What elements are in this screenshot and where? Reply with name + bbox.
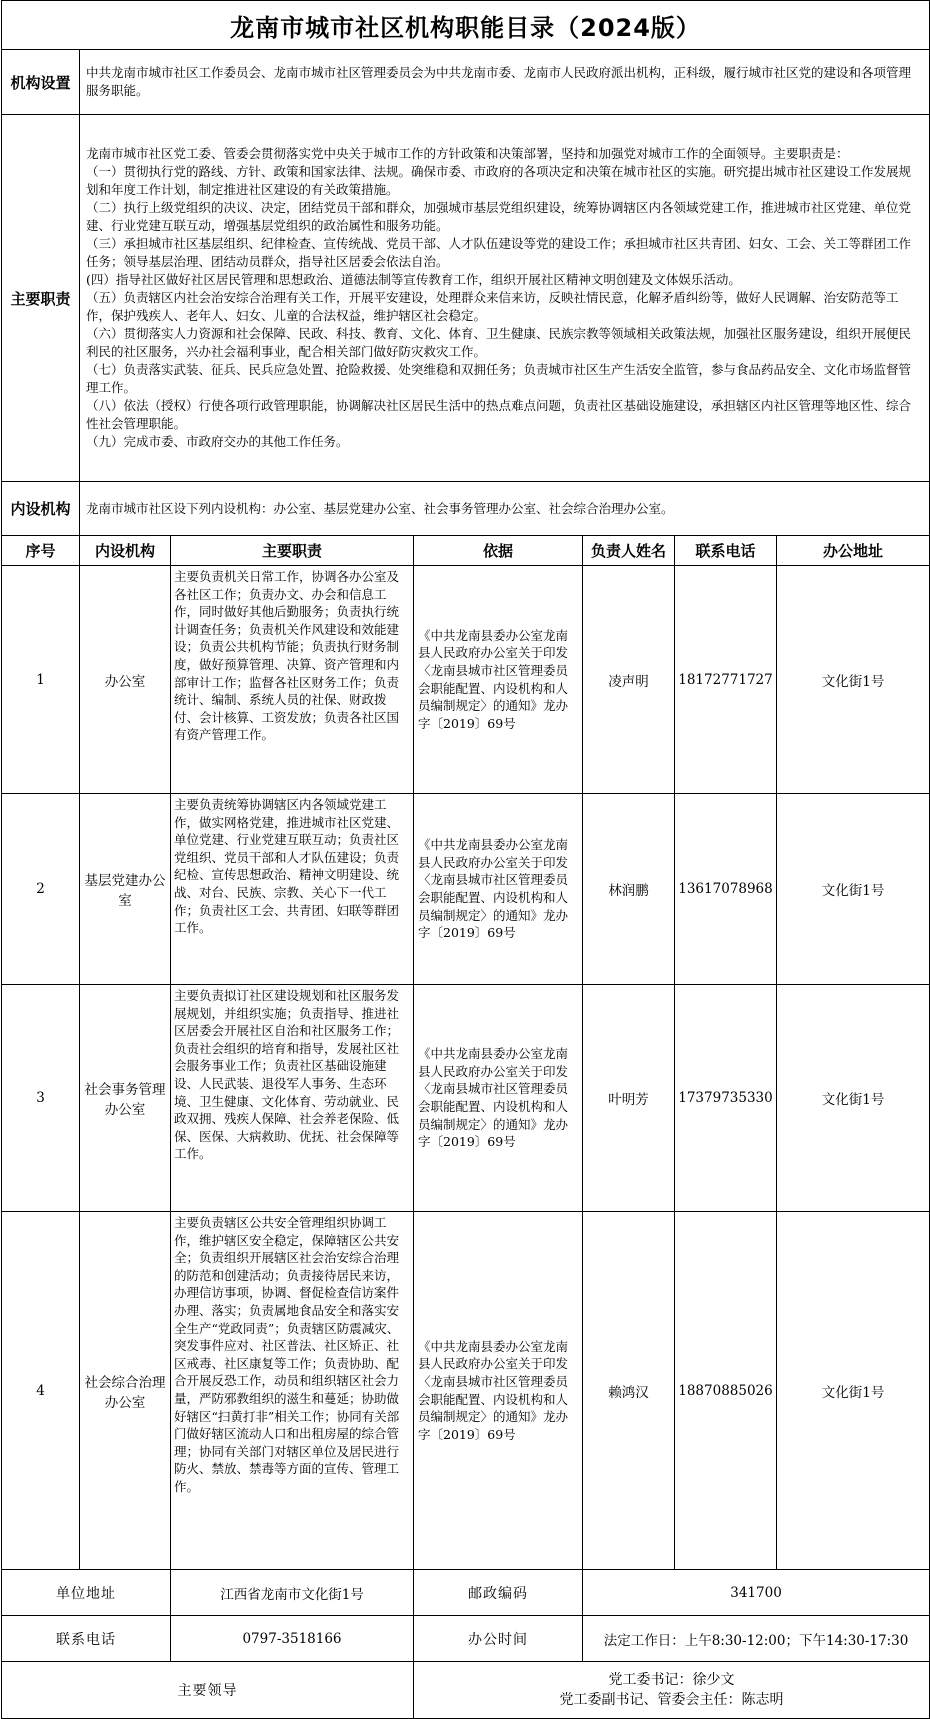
col-header-address: 办公地址 — [777, 536, 930, 566]
duty-item: （一）贯彻执行党的路线、方针、政策和国家法律、法规。确保市委、市政府的各项决定和决策在城市社区的实施。研究提出城市社区建设工作发展规划和年度工作计划，制定推进社区建设的有关政策措施。 — [86, 164, 912, 197]
row-phone: 13617078968 — [675, 794, 777, 985]
row-person: 凌声明 — [583, 566, 675, 794]
title-row — [2, 1, 930, 50]
internal-setup-row — [2, 482, 930, 536]
duty-item: （七）负责落实武装、征兵、民兵应急处置、抢险救援、处突维稳和双拥任务；负责城市社区生产生活安全监管，参与食品药品安全、文化市场监督管理工作。 — [86, 362, 912, 395]
row-phone: 18172771727 — [675, 566, 777, 794]
internal-setup-label: 内设机构 — [2, 482, 80, 536]
row-dept: 办公室 — [80, 566, 171, 794]
org-setup-label: 机构设置 — [2, 50, 80, 115]
row-person: 林润鹏 — [583, 794, 675, 985]
leader-secretary: 党工委书记：徐少文 — [608, 1672, 735, 1688]
row-no: 3 — [2, 985, 80, 1212]
duty-item: （八）依法（授权）行使各项行政管理职能，协调解决社区居民生活中的热点难点问题，负责社区基础设施建设，承担辖区内社区管理等地区性、综合性社会管理职能。 — [86, 398, 912, 431]
office-hours-value: 法定工作日：上午8:30-12:00；下午14:30-17:30 — [583, 1616, 930, 1662]
row-duties: 主要负责统筹协调辖区内各领域党建工作，做实网格党建，推进城市社区党建、单位党建、行业党建互联互动；负责社区党组织、党员干部和人才队伍建设；负责纪检、宣传思想政治、精神文明建设、统战、对台、民族、宗教、关心下一代工作；负责社区工会、共青团、妇联等群团工作。 — [171, 794, 414, 985]
row-address: 文化街1号 — [777, 985, 930, 1212]
duty-item: （九）完成市委、市政府交办的其他工作任务。 — [86, 434, 349, 449]
main-duties-intro: 龙南市城市社区党工委、管委会贯彻落实党中央关于城市工作的方针政策和决策部署，坚持和加强党对城市工作的全面领导。主要职责是： — [86, 146, 849, 161]
row-person: 赖鸿汉 — [583, 1212, 675, 1570]
row-phone: 17379735330 — [675, 985, 777, 1212]
footer-leaders-row — [2, 1662, 930, 1719]
row-basis: 《中共龙南县委办公室龙南县人民政府办公室关于印发〈龙南县城市社区管理委员会职能配置、内设机构和人员编制规定〉的通知》龙办字〔2019〕69号 — [414, 566, 583, 794]
row-duties: 主要负责机关日常工作，协调各办公室及各社区工作；负责办文、办会和信息工作，同时做好其他后勤服务；负责执行统计调查任务；负责机关作风建设和效能建设；负责公共机构节能；负责执行财务制度，做好预算管理、决算、资产管理和内部审计工作；监督各社区财务工作；负责统计、编制、系统人员的社保、财政拨付、会计核算、工资发放；负责各社区国有资产管理工作。 — [171, 566, 414, 794]
page-title: 龙南市城市社区机构职能目录（2024版） — [2, 1, 930, 50]
footer-phone-row — [2, 1616, 930, 1662]
table-header-row — [2, 536, 930, 566]
row-address: 文化街1号 — [777, 1212, 930, 1570]
directory-table — [1, 0, 930, 1719]
duty-item: （五）负责辖区内社会治安综合治理有关工作，开展平安建设，处理群众来信来访，反映社情民意，化解矛盾纠纷等，做好人民调解、治安防范等工作，保护残疾人、老年人、妇女、儿童的合法权益，维护辖区社会稳定。 — [86, 290, 899, 323]
contact-phone-value: 0797-3518166 — [171, 1616, 414, 1662]
col-header-phone: 联系电话 — [675, 536, 777, 566]
postcode-label: 邮政编码 — [414, 1570, 583, 1616]
row-dept: 社会事务管理办公室 — [80, 985, 171, 1212]
row-dept: 社会综合治理办公室 — [80, 1212, 171, 1570]
office-hours-label: 办公时间 — [414, 1616, 583, 1662]
row-duties: 主要负责拟订社区建设规划和社区服务发展规划，并组织实施；负责指导、推进社区居委会开展社区自治和社区服务工作；负责社会组织的培育和指导，发展社区社会服务事业工作；负责社区基础设施建设、人民武装、退役军人事务、生态环境、卫生健康、文化体育、劳动就业、民政双拥、残疾人保障、社会养老保险、低保、医保、大病救助、优抚、社会保障等工作。 — [171, 985, 414, 1212]
col-header-dept: 内设机构 — [80, 536, 171, 566]
internal-setup-text: 龙南市城市社区设下列内设机构：办公室、基层党建办公室、社会事务管理办公室、社会综合治理办公室。 — [80, 482, 930, 536]
table-row — [2, 985, 930, 1212]
row-duties: 主要负责辖区公共安全管理组织协调工作，维护辖区安全稳定，保障辖区公共安全；负责组织开展辖区社会治安综合治理的防范和创建活动；负责接待居民来访，办理信访事项，协调、督促检查信访案件办理、落实；负责属地食品安全和落实安全生产“党政同责”；负责辖区防震减灾、突发事件应对、社区普法、社区矫正、社区戒毒、社区康复等工作；负责协助、配合开展反恐工作，动员和组织辖区社会力量，严防邪教组织的滋生和蔓延；协助做好辖区“扫黄打非”相关工作；协同有关部门做好辖区流动人口和出租房屋的综合管理；协同有关部门对辖区单位及居民进行防火、禁放、禁毒等方面的宣传、管理工作。 — [171, 1212, 414, 1570]
col-header-duties: 主要职责 — [171, 536, 414, 566]
row-person: 叶明芳 — [583, 985, 675, 1212]
leader-director: 党工委副书记、管委会主任：陈志明 — [559, 1692, 784, 1708]
postcode-value: 341700 — [583, 1570, 930, 1616]
org-setup-text: 中共龙南市城市社区工作委员会、龙南市城市社区管理委员会为中共龙南市委、龙南市人民政府派出机构，正科级，履行城市社区党的建设和各项管理服务职能。 — [80, 50, 930, 115]
col-header-person: 负责人姓名 — [583, 536, 675, 566]
unit-address-value: 江西省龙南市文化街1号 — [171, 1570, 414, 1616]
col-header-basis: 依据 — [414, 536, 583, 566]
table-row — [2, 566, 930, 794]
row-no: 1 — [2, 566, 80, 794]
contact-phone-label: 联系电话 — [2, 1616, 171, 1662]
org-setup-row — [2, 50, 930, 115]
main-duties-label: 主要职责 — [2, 115, 80, 482]
row-no: 2 — [2, 794, 80, 985]
row-no: 4 — [2, 1212, 80, 1570]
footer-address-row — [2, 1570, 930, 1616]
table-row — [2, 794, 930, 985]
row-basis: 《中共龙南县委办公室龙南县人民政府办公室关于印发〈龙南县城市社区管理委员会职能配置、内设机构和人员编制规定〉的通知》龙办字〔2019〕69号 — [414, 985, 583, 1212]
leaders-label: 主要领导 — [2, 1662, 414, 1719]
row-basis: 《中共龙南县委办公室龙南县人民政府办公室关于印发〈龙南县城市社区管理委员会职能配置、内设机构和人员编制规定〉的通知》龙办字〔2019〕69号 — [414, 794, 583, 985]
duty-item: （三）承担城市社区基层组织、纪律检查、宣传统战、党员干部、人才队伍建设等党的建设工作；承担城市社区共青团、妇女、工会、关工等群团工作任务；领导基层治理、团结动员群众，指导社区居委会依法自治。 — [86, 236, 912, 269]
main-duties-row — [2, 115, 930, 482]
unit-address-label: 单位地址 — [2, 1570, 171, 1616]
row-dept: 基层党建办公室 — [80, 794, 171, 985]
duty-item: （六）贯彻落实人力资源和社会保障、民政、科技、教育、文化、体育、卫生健康、民族宗教等领域相关政策法规，加强社区服务建设，组织开展便民利民的社区服务，兴办社会福利事业，配合相关部门做好防灾救灾工作。 — [86, 326, 912, 359]
row-address: 文化街1号 — [777, 566, 930, 794]
leaders-list — [414, 1662, 930, 1719]
row-address: 文化街1号 — [777, 794, 930, 985]
main-duties-text — [80, 115, 930, 482]
col-header-no: 序号 — [2, 536, 80, 566]
duty-item: （二）执行上级党组织的决议、决定，团结党员干部和群众，加强城市基层党组织建设，统筹协调辖区内各领域党建工作，推进城市社区党建、单位党建、行业党建互联互动，增强基层党组织的政治属性和服务功能。 — [86, 200, 912, 233]
duty-item: (四）指导社区做好社区居民管理和思想政治、道德法制等宣传教育工作，组织开展社区精神文明创建及文体娱乐活动。 — [86, 272, 741, 287]
row-basis: 《中共龙南县委办公室龙南县人民政府办公室关于印发〈龙南县城市社区管理委员会职能配置、内设机构和人员编制规定〉的通知》龙办字〔2019〕69号 — [414, 1212, 583, 1570]
table-row — [2, 1212, 930, 1570]
row-phone: 18870885026 — [675, 1212, 777, 1570]
